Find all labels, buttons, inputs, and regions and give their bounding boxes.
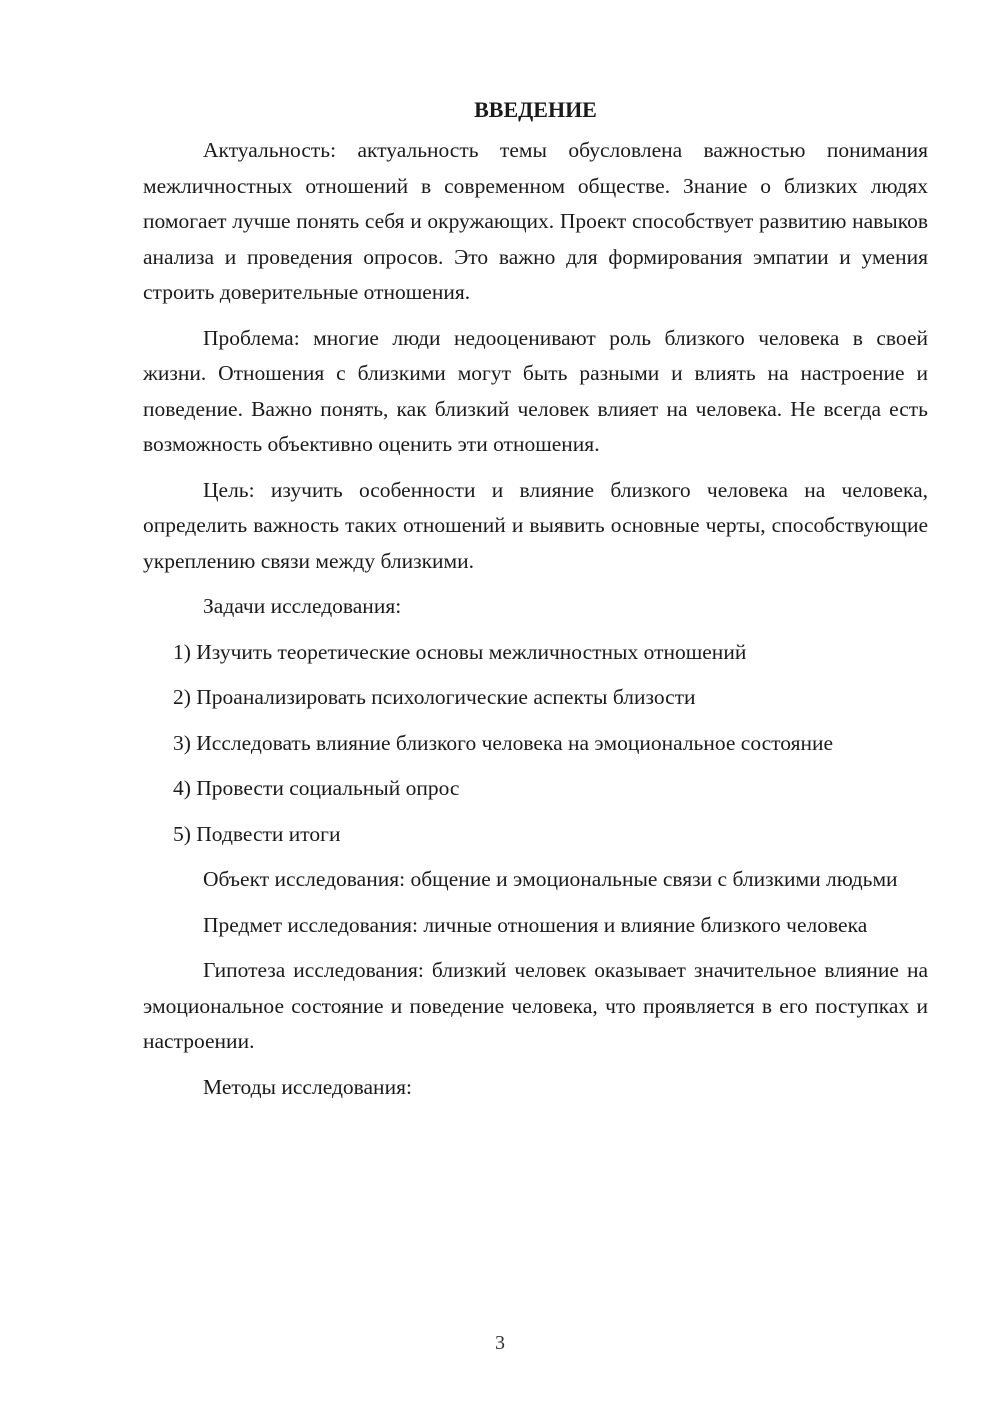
object-paragraph: Объект исследования: общение и эмоциональные связи с близкими людьми [203, 867, 898, 891]
relevance-paragraph: Актуальность: актуальность темы обусловлена важностью понимания межличностных отношений в современном обществе. Знание о близких людях помогает лучше понять себя и окружающих. Проект способствует развитию навыков анализа и проведения опросов. Это важно для формирования эмпатии и умения строить доверительные отношения. [143, 138, 928, 304]
task-item-2: 2) Проанализировать психологические аспекты близости [173, 685, 696, 709]
subject-paragraph: Предмет исследования: личные отношения и влияние близкого человека [203, 912, 868, 937]
document-page [143, 92, 928, 1115]
section-title: ВВЕДЕНИЕ [474, 97, 597, 122]
tasks-heading: Задачи исследования: [203, 594, 402, 618]
problem-paragraph: Проблема: многие люди недооценивают роль близкого человека в своей жизни. Отношения с близкими могут быть разными и влиять на настроение и поведение. Важно понять, как близкий человек влияет на человека. Не всегда есть возможность объективно оценить эти отношения. [143, 325, 928, 456]
task-item-3: 3) Исследовать влияние близкого человека на эмоциональное состояние [173, 730, 834, 755]
task-item-1: 1) Изучить теоретические основы межличностных отношений [173, 639, 747, 664]
goal-paragraph: Цель: изучить особенности и влияние близкого человека на человека, определить важность таких отношений и выявить основные черты, способствующие укреплению связи между близкими. [143, 477, 928, 573]
task-item-4: 4) Провести социальный опрос [173, 776, 460, 800]
page-number: 3 [495, 1332, 505, 1354]
methods-heading: Методы исследования: [203, 1074, 412, 1099]
hypothesis-paragraph: Гипотеза исследования: близкий человек оказывает значительное влияние на эмоциональное состояние и поведение человека, что проявляется в его поступках и настроении. [143, 958, 928, 1053]
task-item-5: 5) Подвести итоги [173, 821, 341, 846]
